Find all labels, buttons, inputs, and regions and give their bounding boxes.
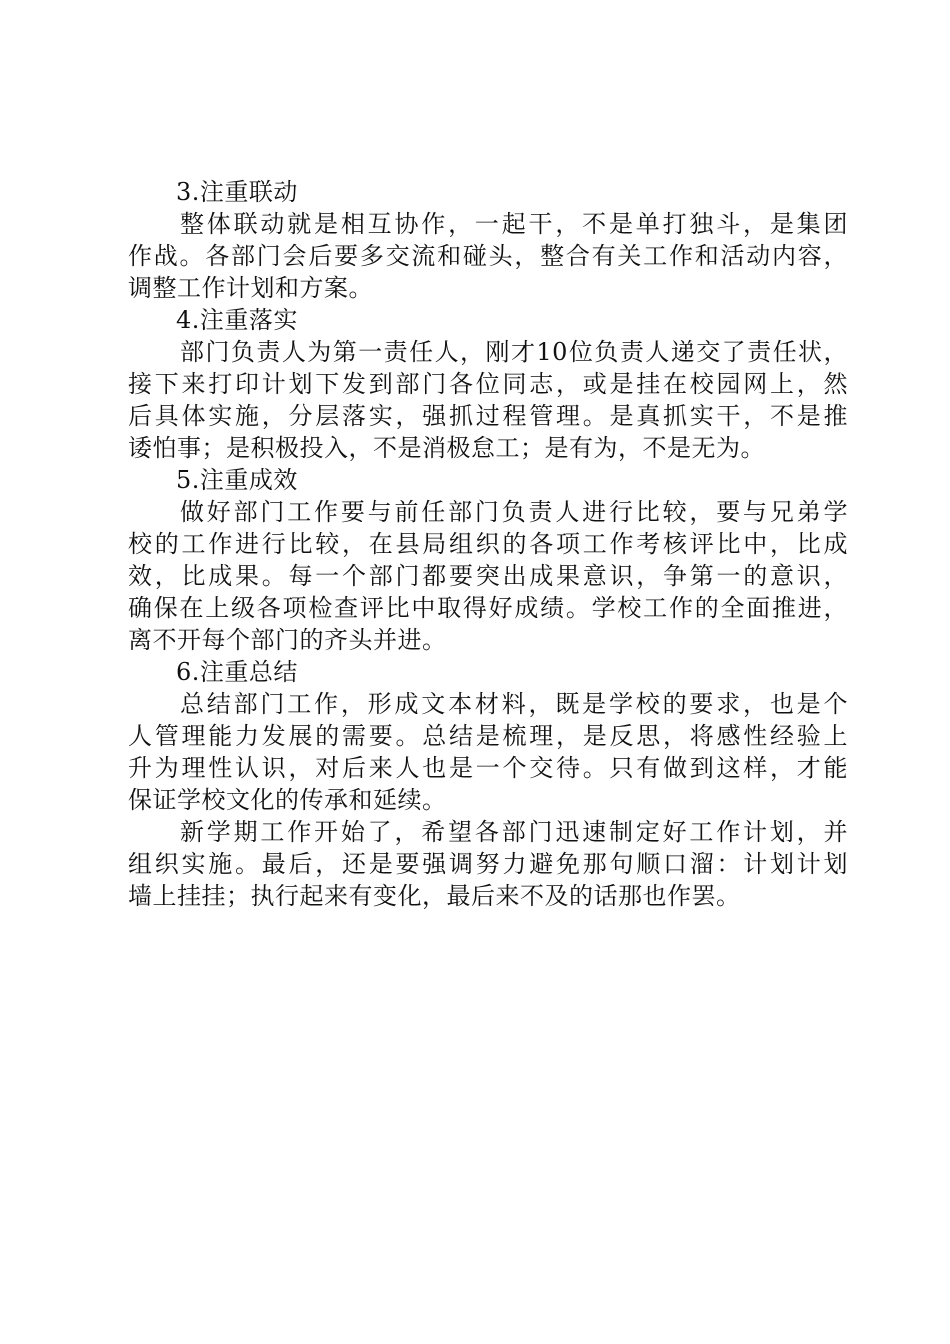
section-effectiveness bbox=[128, 464, 848, 656]
paragraph-line: 确保在上级各项检查评比中取得好成绩。学校工作的全面推进， bbox=[128, 594, 848, 622]
document-page bbox=[128, 176, 848, 912]
paragraph-line: 组织实施。最后，还是要强调努力避免那句顺口溜：计划计划 bbox=[128, 850, 848, 878]
section-paragraph bbox=[128, 496, 848, 656]
paragraph-line: 墙上挂挂；执行起来有变化，最后来不及的话那也作罢。 bbox=[128, 882, 741, 910]
paragraph-line: 升为理性认识，对后来人也是一个交待。只有做到这样，才能 bbox=[128, 754, 848, 782]
closing-section bbox=[128, 816, 848, 912]
section-heading: 4.注重落实 bbox=[176, 306, 298, 334]
paragraph-line: 保证学校文化的传承和延续。 bbox=[128, 786, 447, 814]
section-implementation bbox=[128, 304, 848, 464]
paragraph-line: 总结部门工作，形成文本材料，既是学校的要求，也是个 bbox=[180, 690, 848, 718]
paragraph-line: 离不开每个部门的齐头并进。 bbox=[128, 626, 447, 654]
paragraph-line: 做好部门工作要与前任部门负责人进行比较，要与兄弟学 bbox=[180, 498, 848, 526]
section-heading: 5.注重成效 bbox=[176, 466, 298, 494]
paragraph-line: 调整工作计划和方案。 bbox=[128, 274, 373, 302]
closing-paragraph bbox=[128, 816, 848, 912]
section-linkage bbox=[128, 176, 848, 304]
paragraph-line: 效，比成果。每一个部门都要突出成果意识，争第一的意识， bbox=[128, 562, 848, 590]
paragraph-line: 部门负责人为第一责任人，刚才10位负责人递交了责任状， bbox=[180, 338, 848, 366]
paragraph-line: 作战。各部门会后要多交流和碰头，整合有关工作和活动内容， bbox=[128, 242, 848, 270]
paragraph-line: 校的工作进行比较，在县局组织的各项工作考核评比中，比成 bbox=[128, 530, 848, 558]
section-summary bbox=[128, 656, 848, 816]
section-heading: 3.注重联动 bbox=[176, 178, 298, 206]
paragraph-line: 整体联动就是相互协作，一起干，不是单打独斗，是集团 bbox=[180, 210, 848, 238]
paragraph-line: 接下来打印计划下发到部门各位同志，或是挂在校园网上，然 bbox=[128, 370, 848, 398]
paragraph-line: 新学期工作开始了，希望各部门迅速制定好工作计划，并 bbox=[180, 818, 848, 846]
paragraph-line: 诿怕事；是积极投入，不是消极怠工；是有为，不是无为。 bbox=[128, 434, 765, 462]
section-paragraph bbox=[128, 336, 848, 464]
section-paragraph bbox=[128, 688, 848, 816]
paragraph-line: 后具体实施，分层落实，强抓过程管理。是真抓实干，不是推 bbox=[128, 402, 848, 430]
paragraph-line: 人管理能力发展的需要。总结是梳理，是反思，将感性经验上 bbox=[128, 722, 848, 750]
section-paragraph bbox=[128, 208, 848, 304]
section-heading: 6.注重总结 bbox=[176, 658, 298, 686]
